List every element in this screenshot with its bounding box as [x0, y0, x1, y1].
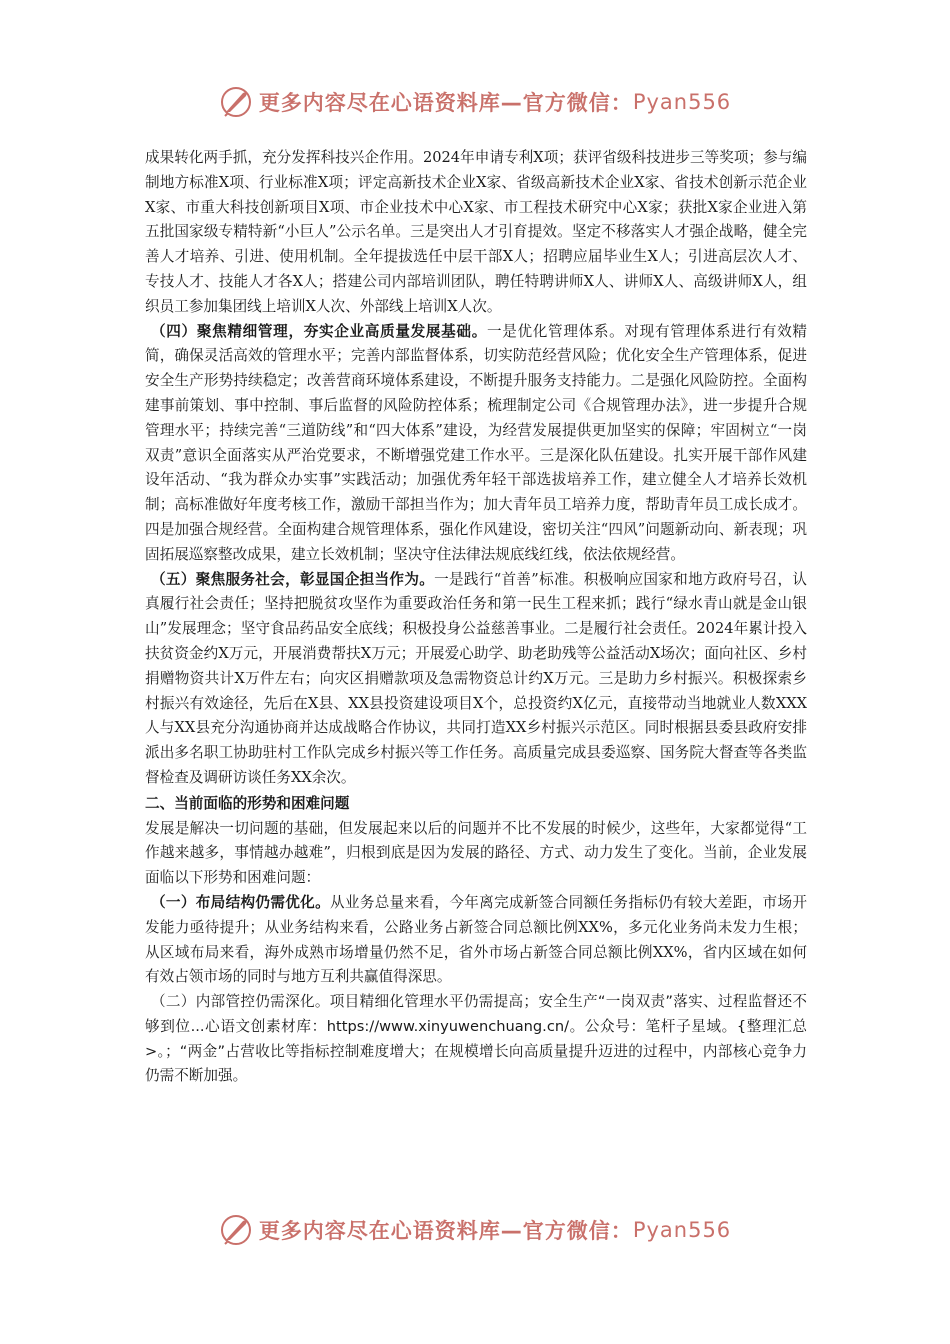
section-heading-2: 二、当前面临的形势和困难问题 — [145, 794, 350, 812]
paragraph-sub-1 — [145, 891, 807, 990]
paragraph-1 — [145, 146, 807, 320]
watermark-banner-bottom — [0, 1208, 950, 1252]
intro-2-text: 发展是解决一切问题的基础，但发展起来以后的问题并不比不发展的时候少，这些年，大家都觉得“工作越来越多，事情越办越难”，归根到底是因为发展的路径、方式、动力发生了变化。当前，企业发展面临以下形势和困难问题： — [145, 819, 807, 887]
section-4-text: 一是优化管理体系。对现有管理体系进行有效精简，确保灵活高效的管理水平；完善内部监督体系，切实防范经营风险；优化安全生产管理体系，促进安全生产形势持续稳定；改善营商环境体系建设，不断提升服务支持能力。二是强化风险防控。全面构建事前策划、事中控制、事后监督的风险防控体系；梳理制定公司《合规管理办法》，进一步提升合规管理水平；持续完善“三道防线”和“四大体系”建设，为经营发展提供更加坚实的保障；牢固树立“一岗双责”意识全面落实从严治党要求，不断增强党建工作水平。三是深化队伍建设。扎实开展干部作风建设年活动、“我为群众办实事”实践活动；加强优秀年轻干部选拔培养工作，建立健全人才培养长效机制；高标准做好年度考核工作，激励干部担当作为；加大青年员工培养力度，帮助青年员工成长成才。四是加强合规经营。全面构建合规管理体系，强化作风建设，密切关注“四风”问题新动向、新表现；巩固拓展巡察整改成果，建立长效机制；坚决守住法律法规底线红线，依法依规经营。 — [145, 322, 807, 563]
watermark-wechat-id: Pyan556 — [632, 90, 732, 114]
watermark-wechat-id: Pyan556 — [632, 1218, 732, 1242]
section-5-lead: （五）聚焦服务社会，彰显国企担当作为。 — [151, 570, 435, 588]
quill-pen-circle-icon — [219, 85, 253, 119]
watermark-banner-top — [0, 80, 950, 124]
section-4-lead: （四）聚焦精细管理，夯实企业高质量发展基础。 — [151, 322, 487, 340]
sub-1-lead: （一）布局结构仍需优化。 — [151, 893, 330, 911]
sub-2-lead: （二）内部管控仍需深化。 — [151, 993, 330, 1011]
sub-1-text: 从业务总量来看，今年离完成新签合同额任务指标仍有较大差距，市场开发能力亟待提升；从业务结构来看，公路业务占新签合同总额比例XX%，多元化业务尚未发力生根；从区域布局来看，海外成熟市场增量仍然不足，省外市场占新签合同总额比例XX%，省内区域在如何有效占领市场的同时与地方互利共赢值得深思。 — [145, 893, 807, 986]
quill-pen-circle-icon — [219, 1213, 253, 1247]
sub-2-text: 项目精细化管理水平仍需提高；安全生产“一岗双责”落实、过程监督还不够到位...心语文创素材库：https://www.xinyuwenchuang.cn/。公众号：笔杆子星域。{整理汇总>。；“两金”占营收比等指标控制难度增大；在规模增长向高质量提升迈进的过程中，内部核心竞争力仍需不断加强。 — [145, 993, 807, 1085]
document-body — [145, 146, 807, 1089]
section-5-text: 一是践行“首善”标准。积极响应国家和地方政府号召，认真履行社会责任；坚持把脱贫攻坚作为重要政治任务和第一民生工程来抓；践行“绿水青山就是金山银山”发展理念；坚守食品药品安全底线；积极投身公益慈善事业。二是履行社会责任。2024年累计投入扶贫资金约X万元，开展消费帮扶X万元；开展爱心助学、助老助残等公益活动X场次；面向社区、乡村捐赠物资共计X万件左右；向灾区捐赠款项及急需物资总计约X万元。三是助力乡村振兴。积极探索乡村振兴有效途径，先后在X县、XX县投资建设项目X个，总投资约X亿元，直接带动当地就业人数XXX人与XX县充分沟通协商并达成战略合作协议，共同打造XX乡村振兴示范区。同时根据县委县政府安排派出多名职工协助驻村工作队完成乡村振兴等工作任务。高质量完成县委巡察、国务院大督查等各类监督检查及调研访谈任务XX余次。 — [145, 570, 807, 786]
paragraph-intro-2 — [145, 817, 807, 891]
paragraph-1-text: 成果转化两手抓，充分发挥科技兴企作用。2024年申请专利X项；获评省级科技进步三等奖项；参与编制地方标准X项、行业标准X项；评定高新技术企业X家、省级高新技术企业X家、省技术创新示范企业X家、市重大科技创新项目X项、市企业技术中心X家、市工程技术研究中心X家；获批X家企业进入第五批国家级专精特新“小巨人”公示名单。三是突出人才引育提效。坚定不移落实人才强企战略，健全完善人才培养、引进、使用机制。全年提拔选任中层干部X人；招聘应届毕业生X人；引进高层次人才、专技人才、技能人才各X人；搭建公司内部培训团队，聘任特聘讲师X人、讲师X人、高级讲师X人，组织员工参加集团线上培训X人次、外部线上培训X人次。 — [145, 149, 807, 315]
paragraph-sub-2 — [145, 990, 807, 1089]
watermark-text: 更多内容尽在心语资料库—官方微信： — [258, 1219, 633, 1243]
paragraph-section-5 — [145, 568, 807, 791]
paragraph-section-4 — [145, 320, 807, 568]
watermark-text: 更多内容尽在心语资料库—官方微信： — [258, 91, 633, 115]
